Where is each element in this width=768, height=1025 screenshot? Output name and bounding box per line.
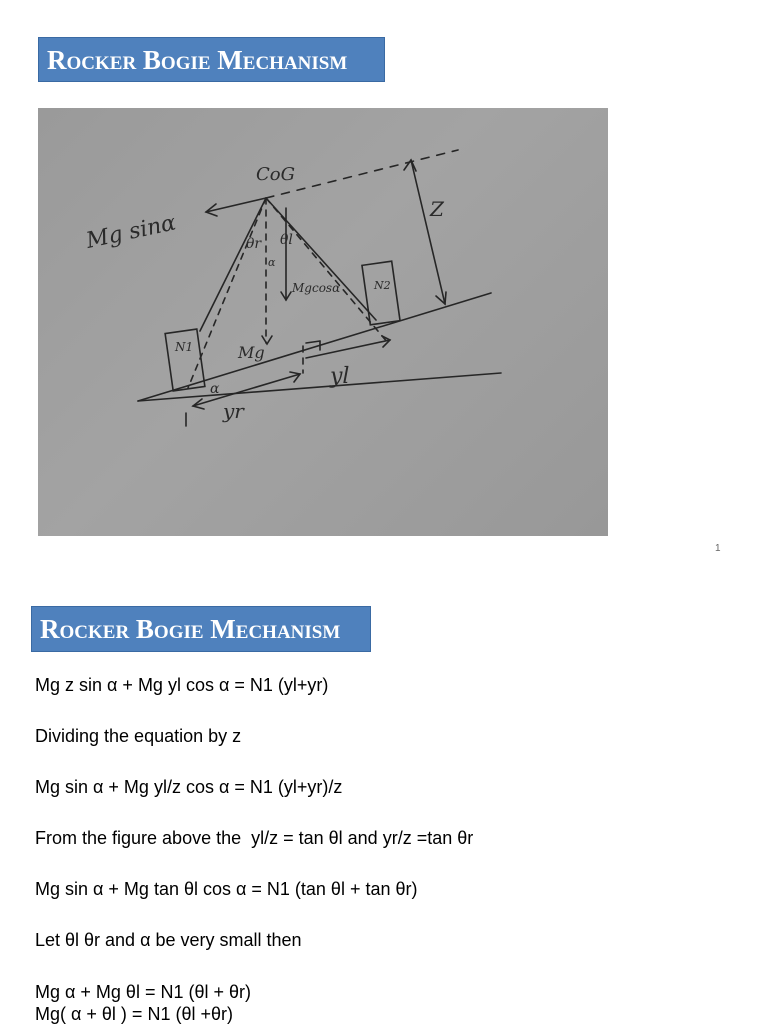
label-n2: N2 [374,279,391,292]
hand-drawn-diagram-photo [38,108,608,536]
label-theta-l: θl [280,232,293,248]
equation-line: Mg α + Mg θl = N1 (θl + θr) [35,982,251,1002]
label-alpha-top: α [268,256,276,269]
label-n1: N1 [175,340,194,354]
equation-line: Mg sin α + Mg tan θl cos α = N1 (tan θl + tan θr) [35,879,418,899]
label-yr: yr [223,399,244,423]
slide-2-title: Rocker Bogie Mechanism [31,606,371,652]
text-line: Let θl θr and α be very small then [35,930,302,950]
z-arrow [411,160,445,304]
slide-1-title: Rocker Bogie Mechanism [38,37,385,82]
label-mg: Mg [238,343,265,362]
n2-wheel-block [362,261,400,325]
label-alpha-ground: α [210,381,220,397]
left-link [200,198,266,331]
label-z: Z [430,197,444,221]
label-yl: yl [330,364,350,389]
right-link [266,198,376,320]
text-line: From the figure above the yl/z = tan θl and yr/z =tan θr [35,828,474,848]
label-mg-sin: Mg sinα [84,210,179,254]
label-theta-r: θr [246,236,262,252]
equation-line: Mg sin α + Mg yl/z cos α = N1 (yl+yr)/z [35,777,343,797]
label-cog: CoG [256,164,295,185]
label-mg-cos: Mgcosα [292,281,341,295]
yl-arrow [306,340,390,358]
text-line: Dividing the equation by z [35,726,242,746]
equation-line: Mg z sin α + Mg yl cos α = N1 (yl+yr) [35,675,329,695]
equation-line: Mg( α + θl ) = N1 (θl +θr) [35,1004,233,1024]
page-number: 1 [715,543,721,554]
diagram-sketch [38,108,608,536]
